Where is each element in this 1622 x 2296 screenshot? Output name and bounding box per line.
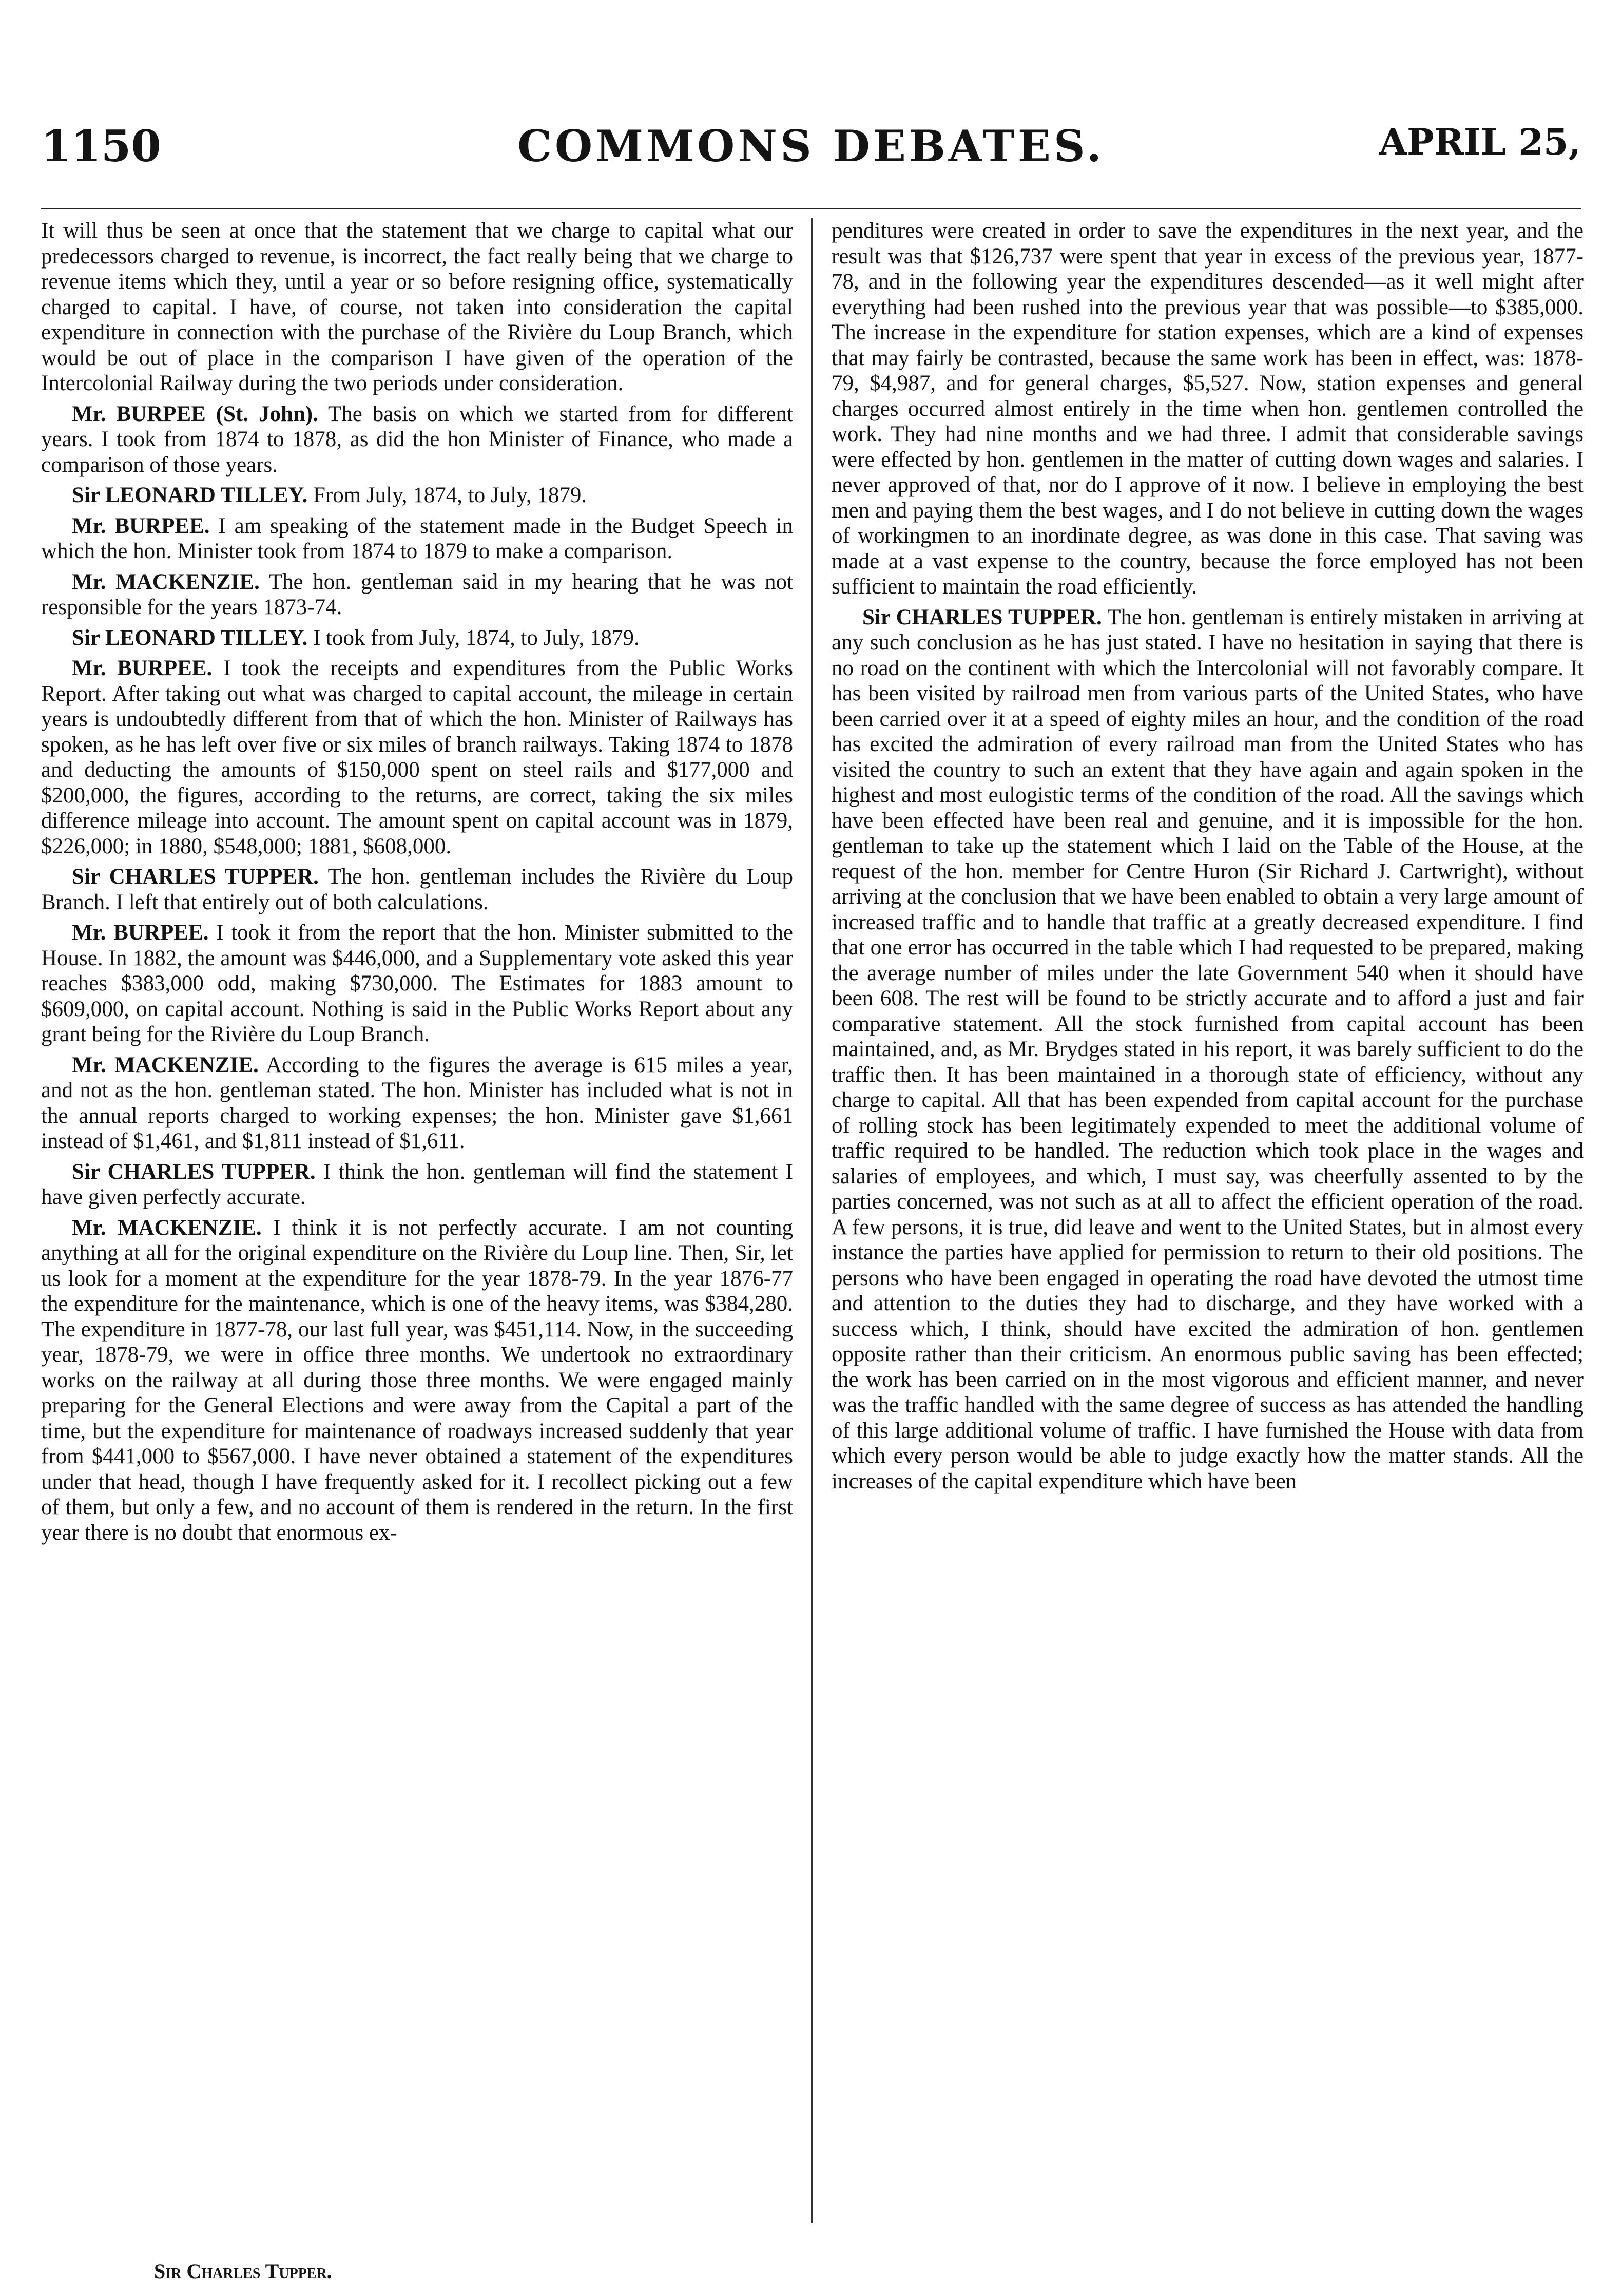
speaker-name: Sir CHARLES TUPPER.: [72, 1159, 316, 1184]
paragraph: [41, 625, 793, 651]
paragraph-text: I am speaking of the statement made in the Budget Speech in which the hon. Minister took from 1874 to 1879 to make a comparison.: [41, 513, 794, 563]
paragraph-text: I took the receipts and expenditures from the Public Works Report. After taking out what was charged to capital account, the mileage in certain years is undoubtedly different from that of which the hon. Minister of Railways has spoken, as he has left over five or six miles of branch railways. Taking 1874 to 1878 and deducting the amounts of $150,000 spent on steel rails and $177,000 and $200,000, the figures, according to the returns, are correct, taking the six miles difference mileage into account. The amount spent on capital account was in 1879, $226,000; in 1880, $548,000; 1881, $608,000.: [41, 656, 794, 858]
paragraph: [41, 513, 793, 564]
speaker-name: Mr. MACKENZIE.: [72, 1053, 259, 1077]
paragraph: [41, 218, 793, 396]
paragraph-text: I think it is not perfectly accurate. I am not counting anything at all for the original expenditure on the Rivière du Loup line. Then, Sir, let us look for a moment at the expenditure for the year 1878-79. In the year 1876-77 the expenditure for the maintenance, which is one of the heavy items, was $384,280. The expenditure in 1877-78, our last full year, was $451,114. Now, in the succeeding year, 1878-79, we were in office three months. We undertook no extraordinary works on the railway at all during those three months. We were engaged mainly preparing for the General Elections and were away from the Capital a part of the time, but the expenditure for maintenance of roadways increased suddenly that year from $441,000 to $567,000. I have never obtained a statement of the expenditures under that head, though I have frequently asked for it. I recollect picking out a few of them, but only a few, and no account of them is rendered in the return. In the first year there is no doubt that enormous ex-: [41, 1215, 794, 1545]
running-title: COMMONS DEBATES.: [517, 121, 1105, 171]
speaker-name: Mr. BURPEE.: [72, 921, 209, 945]
paragraph-text: From July, 1874, to July, 1879.: [313, 483, 587, 507]
paragraph-text: The hon. gentleman is entirely mistaken in arriving at any such conclusion as he has just stated. I have no hesitation in saying that there is no road on the continent with which the Intercolonial will not favorably compare. It has been visited by railroad men from various parts of the United States, who have been carried over it at a speed of eighty miles an hour, and the condition of the road has excited the admiration of every railroad man from the United States who has visited the country to such an extent that they have again and again spoken in the highest and most eulogistic terms of the condition of the road. All the savings which have been effected have been real and genuine, and it is impossible for the hon. gentleman to take up the statement which I laid on the Table of the House, at the request of the hon. member for Centre Huron (Sir Richard J. Cartwright), without arriving at the conclusion that we have been enabled to obtain a very large amount of increased traffic and to handle that traffic at a greatly decreased expenditure. I find that one error has occurred in the table which I had requested to be prepared, making the average number of miles under the late Government 540 when it should have been 608. The rest will be found to be strictly accurate and to afford a just and fair comparative statement. All the stock furnished from capital account has been maintained, and, as Mr. Brydges stated in his report, it was barely sufficient to do the traffic then. It has been maintained in a thorough state of efficiency, without any charge to capital. All that has been expended from capital account for the purchase of rolling stock has been legitimately expended to meet the additional volume of traffic required to be handled. The reduction which took place in the wages and salaries of employees, and which, I must say, was cheerfully assented to by the parties concerned, was not such as at all to affect the efficient operation of the road. A few persons, it is true, did leave and went to the United States, but in almost every instance the parties have applied for permission to return to their old positions. The persons who have been engaged in operating the road have devoted the utmost time and attention to the duties they had to discharge, and they have worked with a success which, I think, should have excited the admiration of hon. gentlemen opposite rather than their criticism. An enormous public saving has been effected; the work has been carried on in the most vigorous and efficient manner, and never was the traffic handled with the same degree of success as has attended the handling of this large additional volume of traffic. I have furnished the House with data from which every person would be able to judge exactly how the matter stands. All the increases of the capital expenditure which have been: [832, 605, 1584, 1494]
paragraph: [41, 401, 793, 478]
speaker-name: Mr. MACKENZIE.: [72, 569, 260, 594]
left-column: [41, 218, 793, 1545]
speaker-name: Sir CHARLES TUPPER.: [72, 865, 319, 889]
paragraph-text: According to the figures the average is 615 miles a year, and not as the hon. gentleman stated. The hon. Minister has included what is not in the annual reports charged to working expenses; the hon. Minister gave $1,661 instead of $1,461, and $1,811 instead of $1,611.: [41, 1053, 793, 1153]
paragraph: [41, 569, 793, 620]
paragraph: [41, 1215, 793, 1546]
page-number: 1150: [41, 121, 161, 171]
speaker-name: Mr. MACKENZIE.: [72, 1215, 262, 1240]
speaker-name: Sir LEONARD TILLEY.: [72, 625, 308, 650]
paragraph-text: penditures were created in order to save the expenditures in the next year, and the result was that $126,737 were spent that year in excess of the previous year, 1877-78, and in the following year the expenditures descended—as it well might after everything had been rushed into the previous year that was possible—to $385,000. The increase in the expenditure for station expenses, which are a kind of expenses that may fairly be contrasted, because the same work has been in effect, was: 1878-79, $4,987, and for general charges, $5,527. Now, station expenses and general charges occurred almost entirely in the time when hon. gentlemen controlled the work. They had nine months and we had three. I admit that considerable savings were effected by hon. gentlemen in the matter of cutting down wages and salaries. I never approved of that, nor do I approve of it now. I believe in employing the best men and paying them the best wages, and I do not believe in cutting down the wages of workingmen to an inordinate degree, as was done in this case. That saving was made at a vast expense to the country, because the force employed has not been sufficient to maintain the road efficiently.: [832, 219, 1584, 599]
paragraph-text: It will thus be seen at once that the statement that we charge to capital what our predecessors charged to revenue, is incorrect, the fact really being that we charge to revenue items which they, until a year or so before resigning office, systematically charged to capital. I have, of course, not taken into consideration the capital expenditure in connection with the purchase of the Rivière du Loup Branch, which would be out of place in the comparison I have given of the operation of the Intercolonial Railway during the two periods under consideration.: [41, 219, 793, 395]
paragraph-text: I took it from the report that the hon. Minister submitted to the House. In 1882, the amount was $446,000, and a Supplementary vote asked this year reaches $383,000 odd, making $730,000. The Estimates for 1883 amount to $609,000, on capital account. Nothing is said in the Public Works Report about any grant being for the Rivière du Loup Branch.: [41, 921, 794, 1046]
speaker-name: Mr. BURPEE.: [72, 513, 210, 538]
paragraph: [832, 218, 1584, 600]
paragraph-text: I took from July, 1874, to July, 1879.: [313, 625, 640, 650]
speaker-name: Sir CHARLES TUPPER.: [862, 605, 1102, 629]
speaker-name: Sir LEONARD TILLEY.: [72, 483, 308, 507]
paragraph-text: The hon. gentleman includes the Rivière du Loup Branch. I left that entirely out of both calculations.: [41, 865, 793, 914]
speaker-name: Mr. BURPEE.: [72, 656, 213, 680]
page-header: [41, 121, 1581, 177]
speaker-name: Mr. BURPEE (St. John).: [72, 401, 318, 426]
paragraph: [41, 656, 793, 859]
paragraph: [41, 1159, 793, 1210]
footer-speaker-name: Sir Charles Tupper.: [154, 2260, 332, 2283]
right-column: [832, 218, 1584, 1494]
header-rule: [41, 208, 1581, 209]
paragraph-text: I think the hon. gentleman will find the statement I have given perfectly accurate.: [41, 1159, 794, 1209]
paragraph-text: The hon. gentleman said in my hearing that he was not responsible for the years 1873-74.: [41, 569, 793, 619]
page-date: APRIL 25,: [1379, 121, 1581, 163]
paragraph: [41, 920, 793, 1047]
paragraph: [41, 483, 793, 508]
column-divider: [811, 218, 813, 2223]
paragraph: [41, 864, 793, 915]
paragraph: [832, 605, 1584, 1495]
paragraph-text: The basis on which we started from for different years. I took from 1874 to 1878, as did the hon Minister of Finance, who made a comparison of those years.: [41, 401, 793, 477]
paragraph: [41, 1053, 793, 1154]
